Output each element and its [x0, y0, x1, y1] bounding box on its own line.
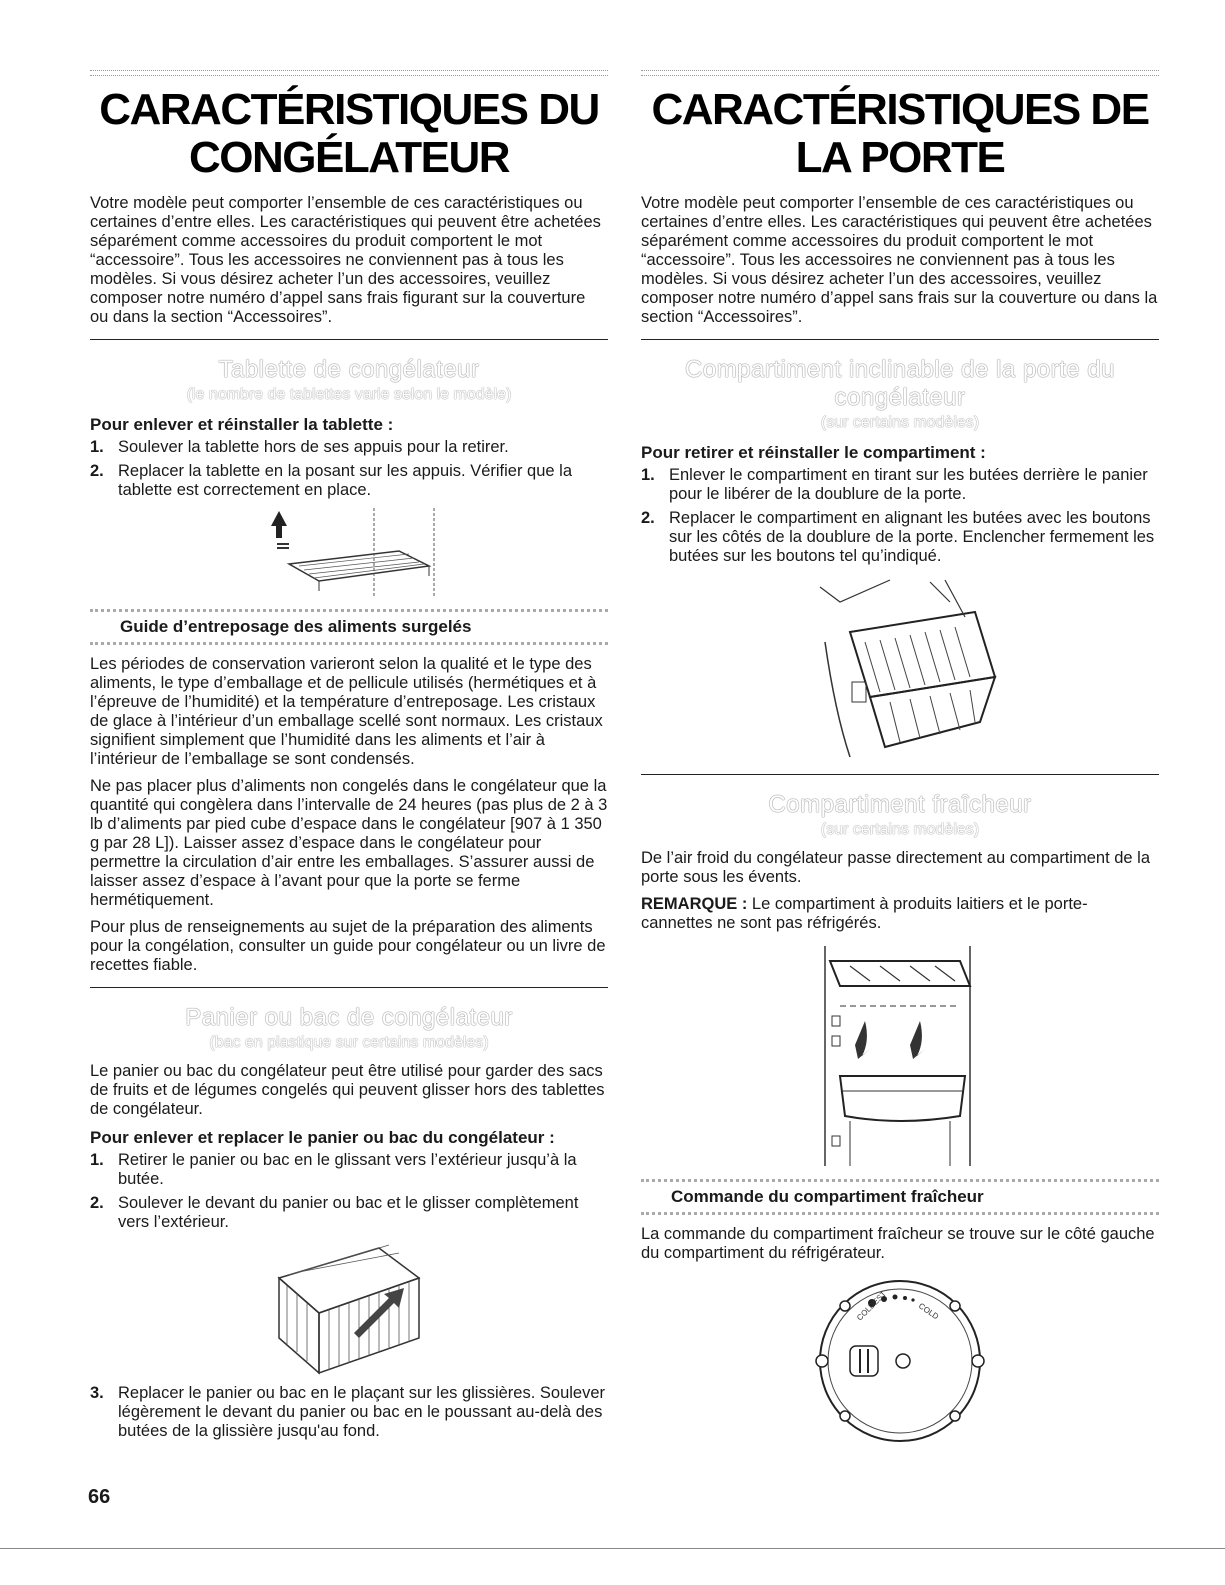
section-divider: [90, 987, 608, 988]
tilt-bin-heading: Compartiment inclinable de la porte du congélateur: [685, 356, 1115, 411]
basket-heading: Panier ou bac de congélateur: [185, 1004, 513, 1031]
guide-paragraph: Les périodes de conservation varieront selon la qualité et le type des aliments, le type d’emballage et de pellicule utilisés (hermétiques et à l’épreuve de l’humidité) et la température d’entreposage. Les cristaux de glace à l’intérieur d’un emballage scellé sont normaux. Les cristaux signifient simplement que l’humidité dans les aliments et l’air à l’intérieur de l’emballage se sont condensés.: [90, 655, 603, 768]
bottom-rule: [0, 1548, 1225, 1549]
list-item: 1. Enlever le compartiment en tirant sur les butées derrière le panier pour le libérer de la doublure de la porte.: [641, 466, 1148, 503]
list-item: 2. Replacer la tablette en la posant sur les appuis. Vérifier que la tablette est correctement en place.: [90, 462, 573, 499]
door-features-title: CARACTÉRISTIQUES DE LA PORTE: [651, 85, 1149, 182]
chiller-compartment-illustration: [810, 941, 990, 1171]
tilt-bin-steps: [641, 466, 1159, 566]
basket-description: Le panier ou bac du congélateur peut être utilisé pour garder des sacs de fruits et de légumes congelés qui peuvent glisser hors des tablettes de congélateur.: [90, 1062, 605, 1118]
chiller-remark: [641, 895, 1159, 933]
tilt-bin-instruction-title: Pour retirer et réinstaller le compartiment :: [641, 443, 986, 462]
top-dotted-rule: [641, 70, 1159, 76]
remark-text: Le compartiment à produits laitiers et le porte-cannettes ne sont pas réfrigérés.: [641, 895, 1088, 932]
tilt-bin-illustration: [780, 572, 1020, 762]
basket-illustration: [259, 1238, 439, 1378]
dial-label-coldest: COLDEST: [855, 1289, 889, 1323]
list-item: 3. Replacer le panier ou bac en le plaçant sur les glissières. Soulever légèrement le devant du panier ou bac en le poussant au-delà des butées de la glissière jusqu'au fond.: [90, 1384, 606, 1440]
guide-paragraph: Ne pas placer plus d’aliments non congelés dans le congélateur que la quantité qui congèlera dans l’intervalle de 24 heures (pas plus de 2 à 3 lb d’aliments par pied cube d’espace dans le congélateur [907 à 1 350 g par 28 L]). Laisser assez d’espace dans le congélateur pour permettre la circulation d’air entre les emballages. S’assurer aussi de laisser assez d’espace à l’avant pour que la porte se ferme hermétiquement.: [90, 777, 608, 909]
list-item: 2. Soulever le devant du panier ou bac et le glisser complètement vers l’extérieur.: [90, 1194, 579, 1231]
section-divider: [641, 774, 1159, 775]
freezer-features-title: CARACTÉRISTIQUES DU CONGÉLATEUR: [99, 85, 599, 182]
section-divider: [641, 339, 1159, 340]
shelf-instruction-title: Pour enlever et réinstaller la tablette :: [90, 415, 394, 434]
chiller-heading: Compartiment fraîcheur: [768, 791, 1032, 818]
list-item: 1. Retirer le panier ou bac en le glissant vers l’extérieur jusqu’à la butée.: [90, 1151, 577, 1188]
chiller-control-dial: [800, 1271, 1000, 1451]
list-item: 2. Replacer le compartiment en alignant les butées avec les boutons sur les côtés de la doublure de la porte. Enclencher fermement les butées sur les boutons tel qu’indiqué.: [641, 509, 1155, 565]
chiller-control-description: La commande du compartiment fraîcheur se trouve sur le côté gauche du compartiment du réfrigérateur.: [641, 1225, 1155, 1262]
dial-knob[interactable]: [850, 1346, 878, 1376]
list-item: 1. Soulever la tablette hors de ses appuis pour la retirer.: [90, 438, 509, 456]
chiller-control-title: Commande du compartiment fraîcheur: [641, 1179, 1159, 1215]
freezer-intro-text: Votre modèle peut comporter l’ensemble de ces caractéristiques ou certaines d’entre elles. Les caractéristiques qui peuvent être achetées séparément comme accessoires du produit comportent le mot “accessoire”. Tous les accessoires ne conviennent pas à tous les modèles. Si vous désirez acheter l’un des accessoires, veuillez composer notre numéro d’appel sans frais figurant sur la couverture ou dans la section “Accessoires”.: [90, 194, 601, 326]
shelf-heading: Tablette de congélateur: [218, 356, 480, 383]
shelf-steps: [90, 438, 608, 500]
chiller-description: De l’air froid du congélateur passe directement au compartiment de la porte sous les évents.: [641, 849, 1151, 886]
remark-label: REMARQUE :: [641, 895, 748, 913]
chiller-subheading: (sur certains modèles): [820, 821, 980, 838]
dial-label-cold: COLD: [916, 1301, 941, 1322]
top-dotted-rule: [90, 70, 608, 76]
basket-step-3: [90, 1384, 608, 1441]
door-intro-text: Votre modèle peut comporter l’ensemble de ces caractéristiques ou certaines d’entre elles. Les caractéristiques qui peuvent être achetées séparément comme accessoires du produit comportent le mot “accessoire”. Tous les accessoires ne conviennent pas à tous les modèles. Si vous désirez acheter l’un des accessoires, veuillez composer notre numéro d’appel sans frais sur la couverture ou dans la section “Accessoires”.: [641, 194, 1158, 326]
storage-guide-title: Guide d’entreposage des aliments surgelés: [90, 609, 608, 645]
left-column: [90, 70, 608, 1446]
shelf-illustration: [249, 506, 449, 601]
right-column: [641, 70, 1159, 1457]
basket-steps: [90, 1151, 608, 1232]
section-divider: [90, 339, 608, 340]
basket-subheading: (bac en plastique sur certains modèles): [209, 1034, 489, 1051]
guide-paragraph: Pour plus de renseignements au sujet de la préparation des aliments pour la congélation, consulter un guide pour congélateur ou un livre de recettes fiable.: [90, 918, 606, 974]
page-number: 66: [88, 1486, 111, 1508]
tilt-bin-subheading: (sur certains modèles): [820, 414, 980, 431]
basket-instruction-title: Pour enlever et replacer le panier ou bac du congélateur :: [90, 1128, 555, 1147]
shelf-subheading: (le nombre de tablettes varie selon le modèle): [186, 386, 512, 403]
